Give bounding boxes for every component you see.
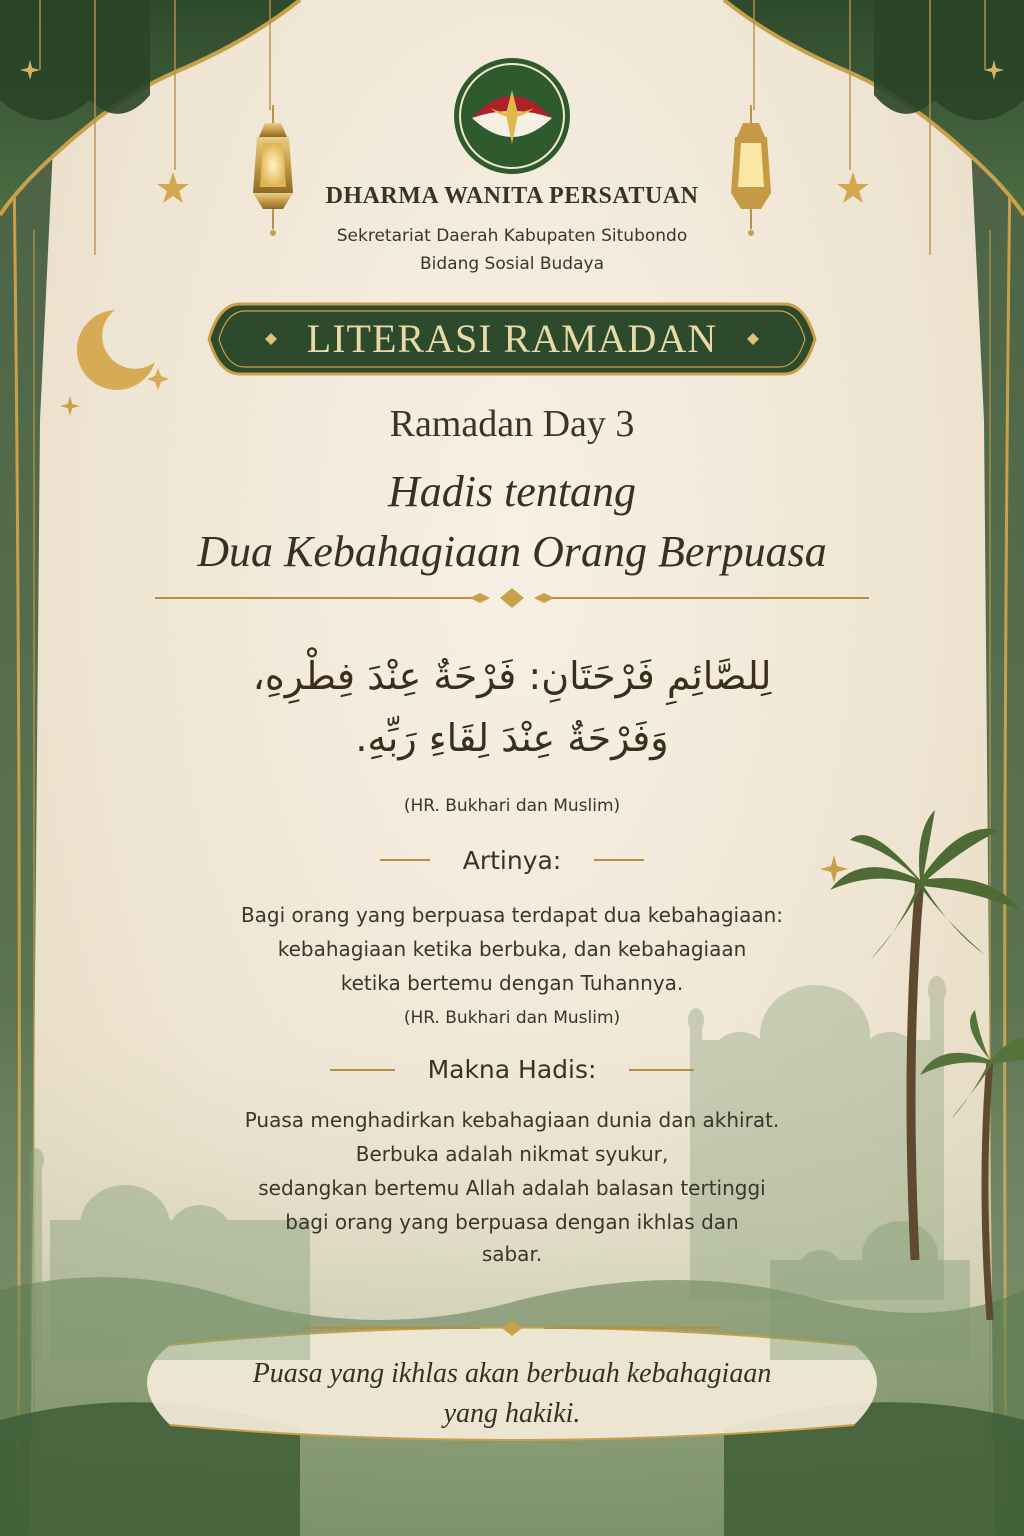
meaning-heading: Makna Hadis: bbox=[427, 1055, 597, 1084]
meaning-line: sedangkan bertemu Allah adalah balasan tertinggi bbox=[258, 1176, 766, 1200]
hadith-reference: (HR. Bukhari dan Muslim) bbox=[403, 796, 621, 816]
star-icon bbox=[984, 60, 1004, 80]
lantern-icon bbox=[721, 105, 781, 245]
translation-line: ketika bertemu dengan Tuhannya. bbox=[340, 971, 684, 995]
closing-line-1: Puasa yang ikhlas akan berbuah kebahagiaan bbox=[252, 1358, 772, 1389]
translation-line: kebahagiaan ketika berbuka, dan kebahagiaan bbox=[277, 937, 747, 961]
topic-title-line-1: Hadis tentang bbox=[387, 467, 637, 516]
hadith-arabic-line-2: وَفَرْحَةٌ عِنْدَ لِقَاءِ رَبِّهِ. bbox=[355, 716, 669, 760]
meaning-line: Puasa menghadirkan kebahagiaan dunia dan akhirat. bbox=[244, 1108, 780, 1132]
lantern-icon bbox=[243, 105, 303, 245]
banner-title: LITERASI RAMADAN bbox=[306, 316, 718, 361]
hadith-arabic-line-1: لِلصَّائِمِ فَرْحَتَانِ: فَرْحَةٌ عِنْدَ فِطْرِهِ، bbox=[252, 654, 772, 698]
translation-reference: (HR. Bukhari dan Muslim) bbox=[403, 1008, 621, 1028]
organization-division: Bidang Sosial Budaya bbox=[419, 254, 604, 274]
organization-name: DHARMA WANITA PERSATUAN bbox=[325, 183, 699, 209]
closing-line-2: yang hakiki. bbox=[443, 1398, 581, 1429]
star-icon bbox=[20, 60, 40, 80]
meaning-line: bagi orang yang berpuasa dengan ikhlas dan bbox=[285, 1210, 739, 1234]
organization-subtitle: Sekretariat Daerah Kabupaten Situbondo bbox=[336, 226, 688, 246]
translation-line: Bagi orang yang berpuasa terdapat dua kebahagiaan: bbox=[240, 903, 784, 927]
day-heading: Ramadan Day 3 bbox=[389, 403, 635, 445]
meaning-line: sabar. bbox=[481, 1242, 543, 1266]
topic-title-line-2: Dua Kebahagiaan Orang Berpuasa bbox=[197, 527, 827, 576]
meaning-line: Berbuka adalah nikmat syukur, bbox=[355, 1142, 669, 1166]
dharma-wanita-emblem bbox=[452, 56, 572, 176]
translation-heading: Artinya: bbox=[462, 846, 562, 875]
